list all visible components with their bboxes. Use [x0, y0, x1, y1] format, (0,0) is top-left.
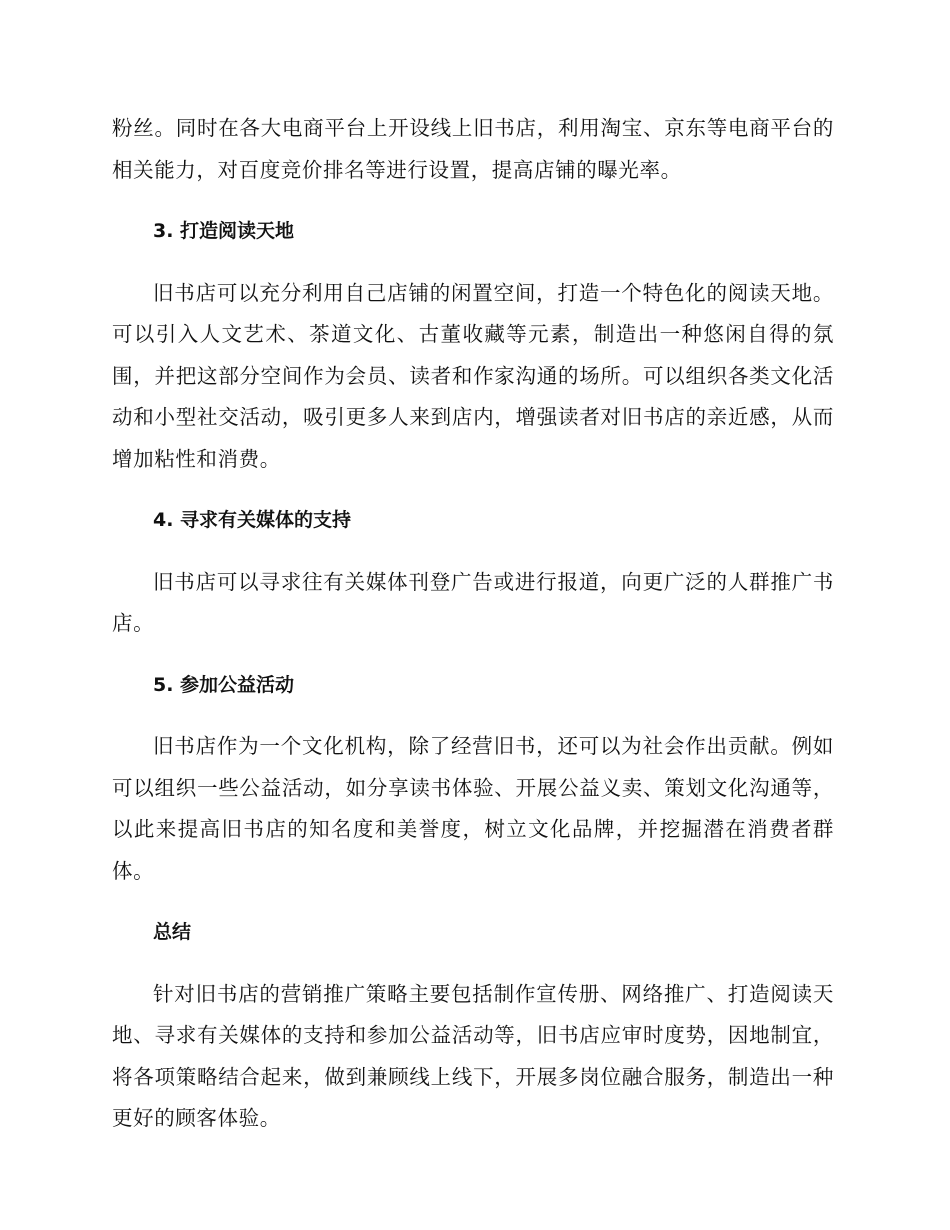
- document-body: [112, 108, 834, 1160]
- paragraph-public-welfare: 旧书店作为一个文化机构，除了经营旧书，还可以为社会作出贡献。例如可以组织一些公益活动，如分享读书体验、开展公益义卖、策划文化沟通等，以此来提高旧书店的知名度和美誉度，树立文化品牌，并挖掘潜在消费者群体。: [112, 734, 834, 883]
- paragraph-summary: 针对旧书店的营销推广策略主要包括制作宣传册、网络推广、打造阅读天地、寻求有关媒体的支持和参加公益活动等，旧书店应审时度势，因地制宜，将各项策略结合起来，做到兼顾线上线下，开展多岗位融合服务，制造出一种更好的顾客体验。: [112, 981, 834, 1130]
- heading-media-support: 4. 寻求有关媒体的支持: [153, 509, 352, 531]
- heading-reading-space: 3. 打造阅读天地: [153, 220, 295, 242]
- paragraph-continued: 粉丝。同时在各大电商平台上开设线上旧书店，利用淘宝、京东等电商平台的相关能力，对百度竞价排名等进行设置，提高店铺的曝光率。: [112, 116, 834, 182]
- heading-summary: 总结: [153, 921, 192, 943]
- heading-public-welfare: 5. 参加公益活动: [153, 673, 295, 696]
- paragraph-media-support: 旧书店可以寻求往有关媒体刊登广告或进行报道，向更广泛的人群推广书店。: [112, 569, 834, 635]
- paragraph-reading-space: 旧书店可以充分利用自己店铺的闲置空间，打造一个特色化的阅读天地。可以引入人文艺术、茶道文化、古董收藏等元素，制造出一种悠闲自得的氛围，并把这部分空间作为会员、读者和作家沟通的场所。可以组织各类文化活动和小型社交活动，吸引更多人来到店内，增强读者对旧书店的亲近感，从而增加粘性和消费。: [112, 280, 834, 471]
